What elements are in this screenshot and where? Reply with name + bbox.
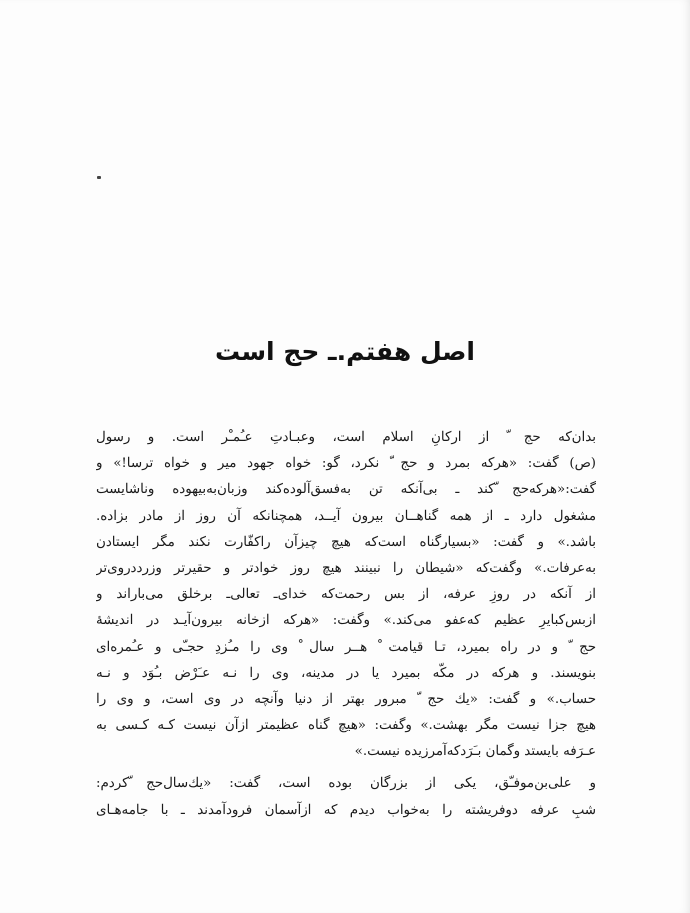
body-text <box>96 425 596 824</box>
text-line: مشغول دارد ـ از همه گناهــان بیرون آیــد، همچنانکه آن روز از مادر بزاده. <box>96 508 596 524</box>
paragraph-1 <box>96 425 596 765</box>
text-line: و علی‌بن‌موفـّق، یکی از بزرگان بوده است، گفت: «یك‌سال‌حج ّکردم: <box>96 776 596 792</box>
text-line: بدان‌که حج ّ از ارکانِ اسلام است، وعبـادتِ عـُمـْر است. و رسول <box>96 430 596 445</box>
text-line: (ص) گفت: «هرکه بمرد و حج ّ نکرد، گو: خواه جهود میر و خواه ترسا!» و <box>96 456 596 472</box>
chapter-heading: اصل هفتم.ـ حج است <box>215 337 475 366</box>
text-line: حساب.» و گفت: «یك حج ّ مبرور بهتر از دنیا وآنچه در وی است، و وی را <box>96 691 596 707</box>
text-line: به‌عرفات.» وگفت‌که «شیطان را نبینند هیچ روز خوادتر و حقیرتر وزرددروی‌تر <box>96 560 596 576</box>
text-line: هیچ جزا نیست مگر بهشت.» وگفت: «هیچ گناه عظیمتر ازآن نیست کـه کـسی به‌ <box>96 718 596 734</box>
paragraph-2 <box>96 771 596 823</box>
text-line: بنویسند. و هرکه در مکّه بمیرد یا در مدینه، وی را نـه عـَرْض بـُوَد و نـه <box>96 665 596 681</box>
text-line: ازبس‌کبایرِ عظیم که‌عفو می‌کند.» وگفت: «هرکه ازخانه بیرون‌آیـد در اندیشهٔ <box>96 613 596 629</box>
ink-speck <box>97 176 101 179</box>
text-line: عـرَفه بایستد وگمان بـَرَدکه‌آمرزیده نیست.» <box>354 744 596 760</box>
text-line: حج ّ و در راه بمیرد، تـا قیامت ْ هــر سال ْ وی را مـُزدِ حجـّی و عـُمره‌ای <box>96 639 596 655</box>
text-line: شبِ عرفه دوفریشته را به‌خواب دیدم که ازآسمان فرودآمدند ـ با جامه‌هـای <box>96 802 596 818</box>
text-line: گفت:«هرکه‌حج ّکند ـ بی‌آنکه تن به‌فسق‌آلوده‌کند وزبان‌به‌بیهوده وناشایست <box>96 482 596 498</box>
text-line: از آنکه در روزِ عرفه، از بس رحمت‌که خدای‌ـ تعالی‌ـ برخلق می‌باراند و <box>96 587 596 603</box>
text-line: باشد.» و گفت: «بسیارگناه است‌که هیچ چیزآن راکفّارت نکند مگر ایستادن <box>96 534 596 550</box>
